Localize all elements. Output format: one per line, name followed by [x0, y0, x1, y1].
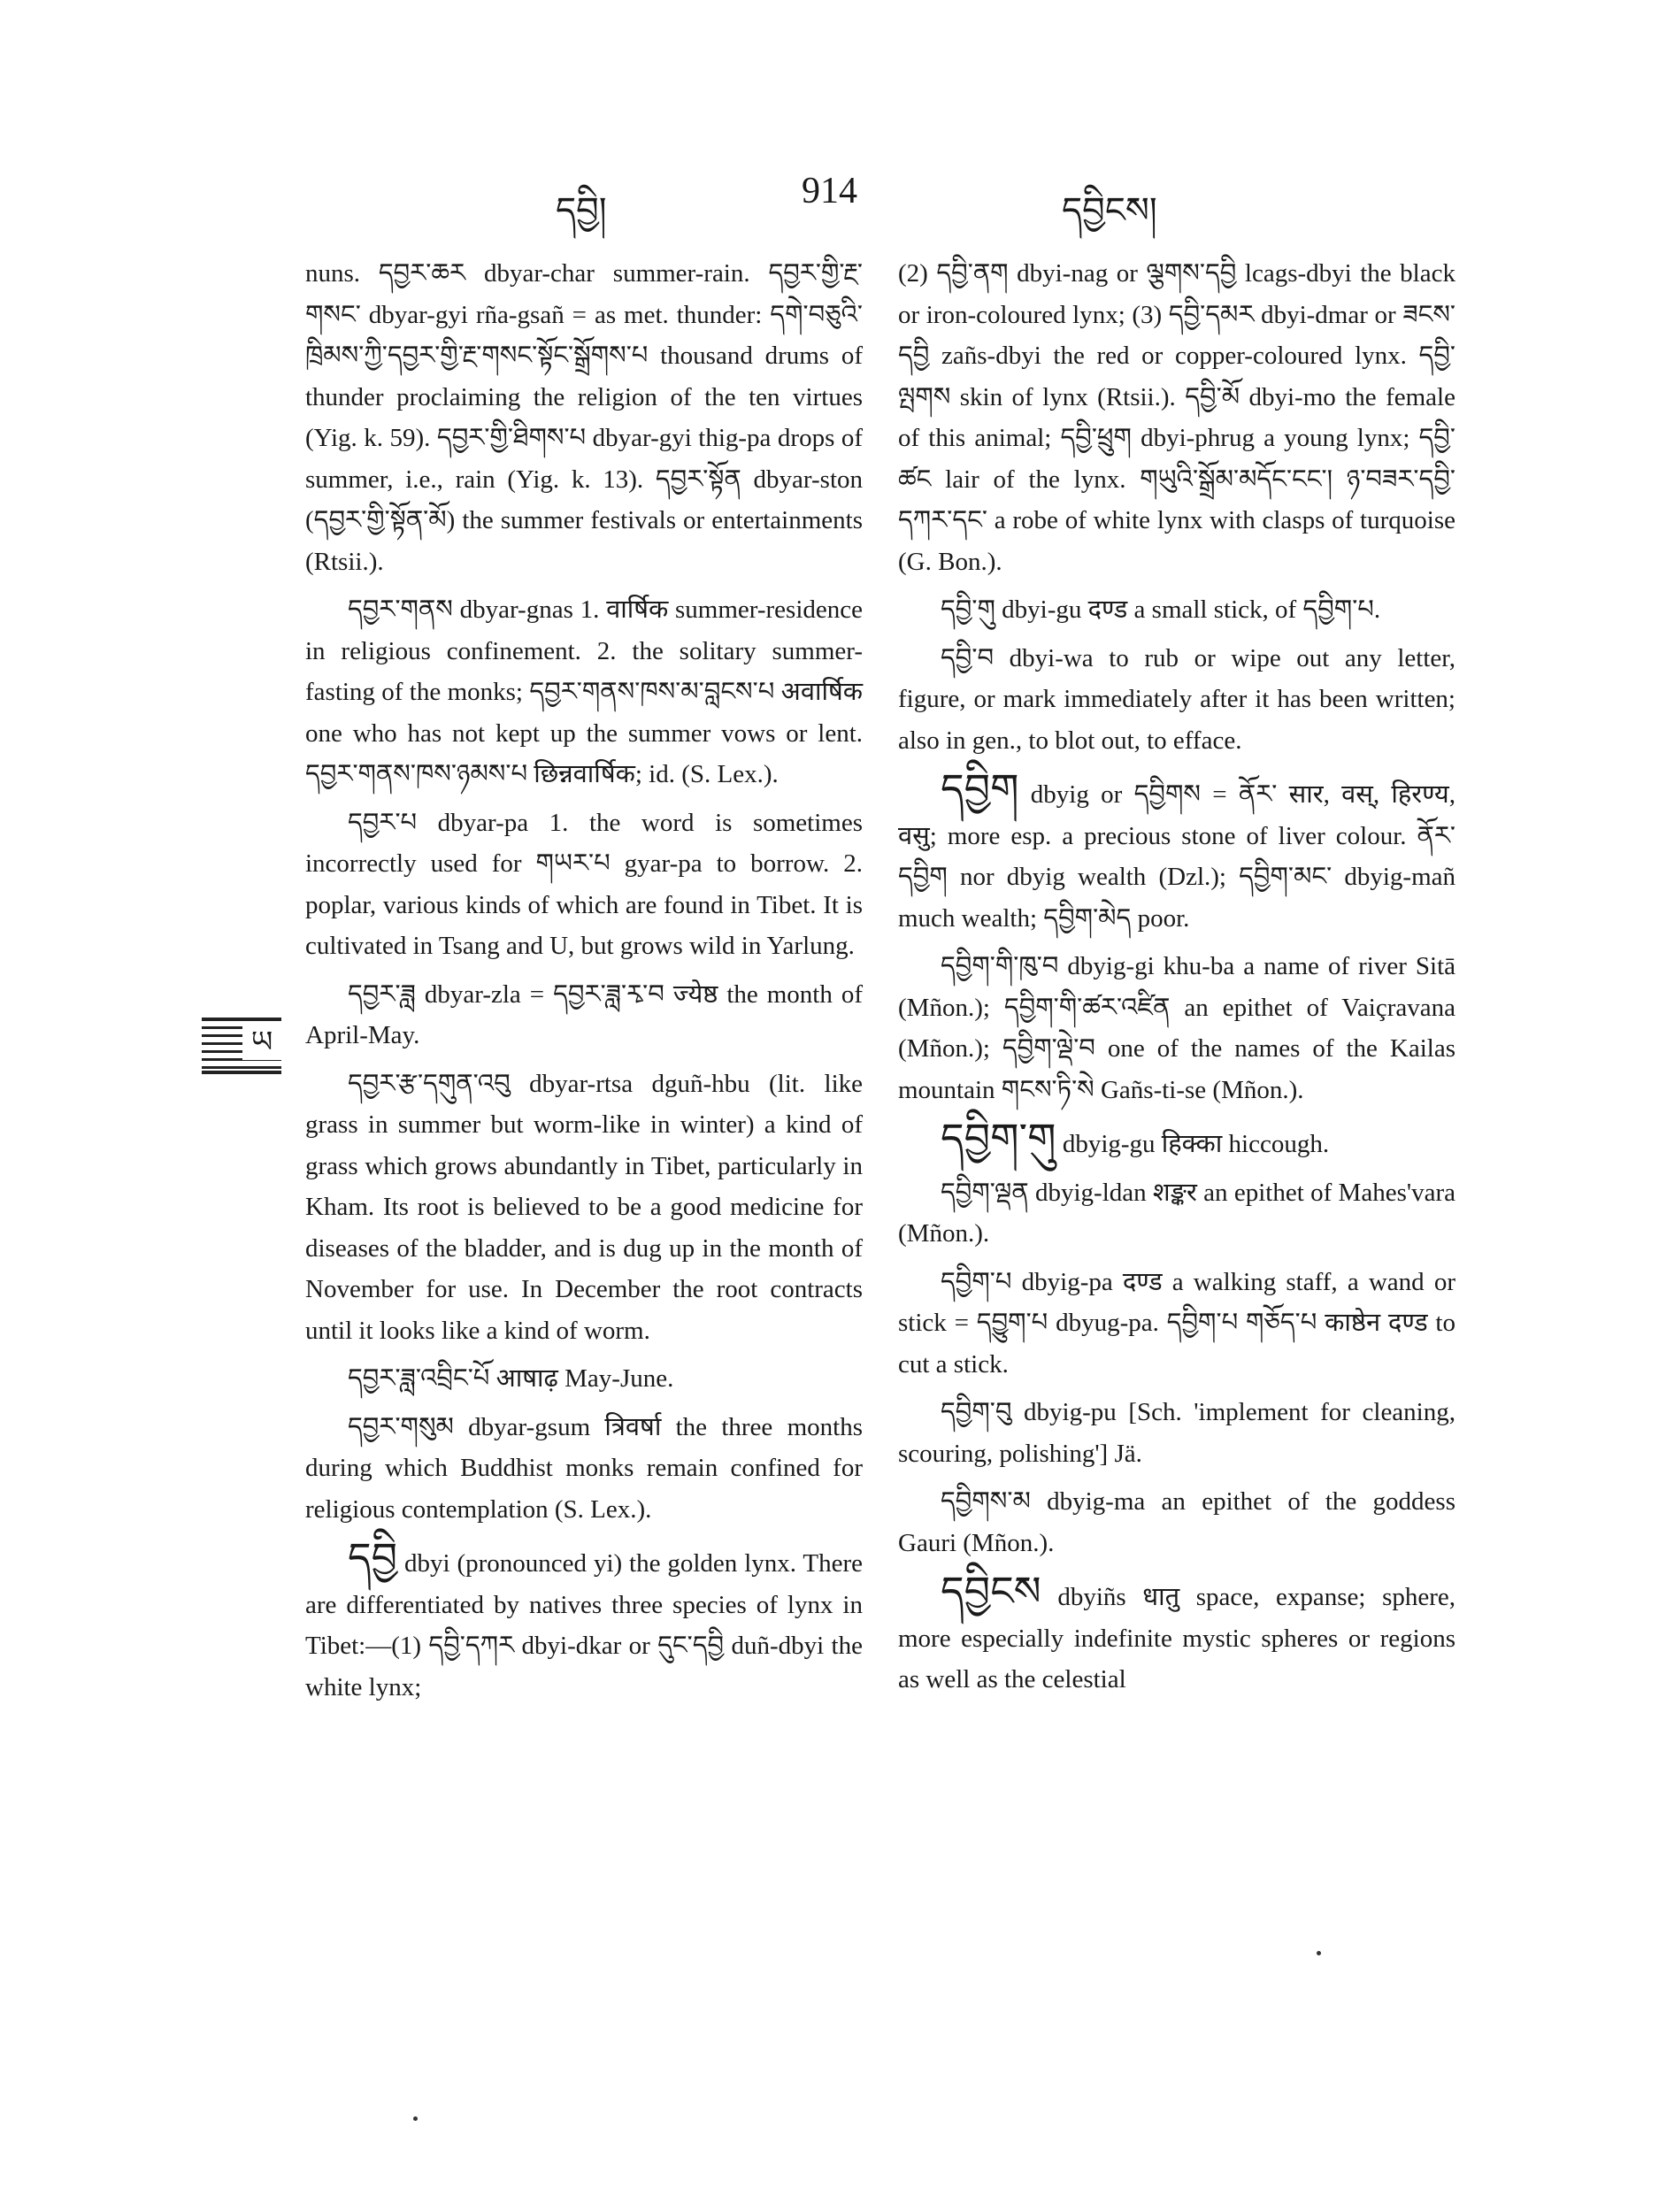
entry: དབྱི་བ dbyi-wa to rub or wipe out any letter, figure, or mark immediately after it has been written; also in gen., to blot out, to efface. [898, 643, 1455, 755]
entry: དབྱར་གསུམ dbyar-gsum त्रिवर्षा the three months during which Buddhist monks remain confined for religious contemplation (S. Lex.). [305, 1412, 863, 1524]
entry: དབྱིག་བུ dbyig-pu [Sch. 'implement for cleaning, scouring, polishing'] Jä. [898, 1398, 1455, 1468]
entry: (2) དབྱི་ནག dbyi-nag or ལྕགས་དབྱི lcags-dbyi the black or iron-coloured lynx; (3) དབྱི་དམར dbyi-dmar or ཟངས་དབྱི zañs-dbyi the red or copper-coloured lynx. དབྱི་ལྤགས skin of lynx (Rtsii.). དབྱི་མོ dbyi-mo the female of this animal; དབྱི་ཕྲུག dbyi-phrug a young lynx; དབྱི་ཚང lair of the lynx. གཡུའི་སྒྲོམ་མདོང་ངང་། ཉ་བཟར་དབྱི་དཀར་དང་ a robe of white lynx with clasps of turquoise (G. Bon.). [898, 259, 1455, 576]
entry-text: dbyi (pronounced yi) the golden lynx. There are differentiated by natives three species of lynx in Tibet:—(1) དབྱི་དཀར dbyi-dkar or དུང་དབྱི duñ-dbyi the white lynx; [305, 1549, 863, 1701]
entry-main-headword [898, 764, 1455, 939]
headword-dbyins: དབྱིངས [941, 1567, 1041, 1615]
print-speck [413, 2116, 418, 2121]
entry: དབྱི་གུ dbyi-gu दण्ड a small stick, of དབྱིག་པ. [941, 595, 1381, 624]
headword-dbyi: དབྱི [348, 1533, 398, 1581]
entry: དབྱར་ཟླ་འབྲིང་པོ आषाढ़ May-June. [348, 1364, 674, 1393]
page-header [0, 170, 1659, 231]
entry: དབྱིགས་མ dbyig-ma an epithet of the goddess Gauri (Mñon.). [898, 1487, 1455, 1557]
headword-dbyig-gu: དབྱིག་གུ [941, 1114, 1056, 1162]
headword-dbyig: དབྱིག [941, 764, 1019, 812]
entry-main-headword [898, 1567, 1456, 1701]
header-left-word: དབྱི། [556, 190, 607, 231]
entry: དབྱིག་གི་ཁུ་བ dbyig-gi khu-ba a name of river Sitā (Mñon.); དབྱིག་གི་ཚར་འཛིན an epithet of Vaiçravana (Mñon.); དབྱིག་ལྡེ་བ one of the names of the Kailas mountain གངས་ཏི་སེ Gañs-ti-se (Mñon.). [898, 952, 1455, 1104]
print-speck [1317, 1951, 1321, 1955]
margin-letter: ཡ [242, 1025, 281, 1060]
header-right-word: དབྱིངས། [1062, 190, 1157, 231]
page-number: 914 [802, 171, 857, 211]
entry: དབྱར་གནས dbyar-gnas 1. वार्षिक summer-residence in religious confinement. 2. the solitary summer-fasting of the monks; དབྱར་གནས་ཁས་མ་བླངས་པ अवार्षिक one who has not kept up the summer vows or lent. དབྱར་གནས་ཁས་ཉམས་པ छिन्नवार्षिक; id. (S. Lex.). [305, 595, 863, 788]
right-column [898, 253, 1455, 1708]
entry: དབྱིག་ལྡན dbyig-ldan शङ्कर an epithet of Mahes'vara (Mñon.). [898, 1178, 1455, 1248]
entry: དབྱར་ཟླ dbyar-zla = དབྱར་ཟླ་རྭ་བ ज्येष्ठ the month of April-May. [305, 979, 863, 1049]
entry: nuns. དབྱར་ཆར dbyar-char summer-rain. དབྱར་གྱི་རྔ་གསང་ dbyar-gyi rña-gsañ = as met. thunder: དགེ་བཅུའི་ཁྲིམས་ཀྱི་དབྱར་གྱི་རྔ་གསང་སྟོང་སྒྲོགས་པ thousand drums of thunder proclaiming the religion of the ten virtues (Yig. k. 59). དབྱར་གྱི་ཐིགས་པ dbyar-gyi thig-pa drops of summer, i.e., rain (Yig. k. 13). དབྱར་སྟོན dbyar-ston (དབྱར་གྱི་སྟོན་མོ) the summer festivals or entertainments (Rtsii.). [305, 259, 863, 576]
entry: དབྱིག་པ dbyig-pa दण्ड a walking staff, a wand or stick = དབྱུག་པ dbyug-pa. དབྱིག་པ གཅོད་པ काष्ठेन दण्ड to cut a stick. [898, 1267, 1455, 1379]
entry-main-headword [305, 1533, 863, 1708]
margin-thumb-index [202, 1018, 281, 1074]
entry-text: dbyiñs धातु space, expanse; sphere, more especially indefinite mystic spheres or regions as well as the celestial [898, 1583, 1456, 1694]
entry-text: dbyig-gu हिक्का hiccough. [1062, 1130, 1330, 1158]
entry: དབྱར་རྩ་དགུན་འབུ dbyar-rtsa dguñ-hbu (lit. like grass in summer but worm-like in winter) a kind of grass which grows abundantly in Tibet, particularly in Kham. Its root is believed to be a good medicine for diseases of the bladder, and is dug up in the month of November for use. In December the root contracts until it looks like a kind of worm. [305, 1069, 863, 1345]
left-column [305, 253, 863, 1715]
entry: དབྱར་པ dbyar-pa 1. the word is sometimes incorrectly used for གཡར་པ gyar-pa to borrow. 2. poplar, various kinds of which are found in Tibet. It is cultivated in Tsang and U, but grows wild in Yarlung. [305, 808, 863, 960]
entry-text: dbyig or དབྱིགས = ནོར་ सार, वस्, हिरण्य, वसु; more esp. a precious stone of liver colour. ནོར་དབྱིག nor dbyig wealth (Dzl.); དབྱིག་མང་ dbyig-mañ much wealth; དབྱིག་མེད poor. [898, 780, 1455, 933]
entry-main-headword [898, 1114, 1455, 1165]
